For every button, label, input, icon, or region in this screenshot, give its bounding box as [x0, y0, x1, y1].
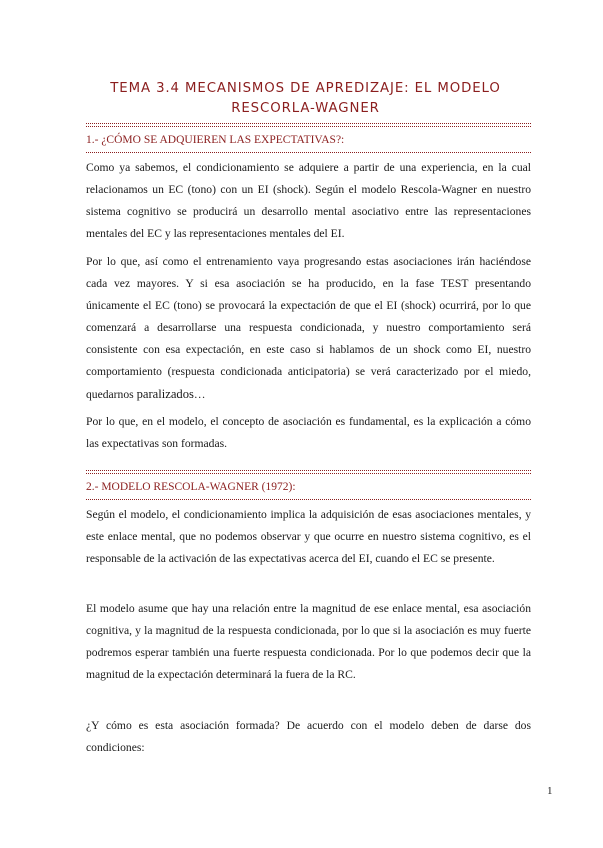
- title-line-2: RESCORLA-WAGNER: [231, 101, 380, 116]
- section-2-heading: [86, 473, 531, 500]
- section-2-paragraph-3: ¿Y cómo es esta asociación formada? De acuerdo con el modelo deben de darse dos condiciones:: [86, 719, 531, 754]
- section-1-paragraph-1: Como ya sabemos, el condicionamiento se adquiere a partir de una experiencia, en la cual relacionamos un EC (tono) con un EI (shock). Según el modelo Rescola-Wagner en nuestro sistema cognitivo se producirá un desarrollo mental asociativo entre las representaciones mentales del EC y las representaciones mentales del EI.: [86, 161, 531, 240]
- title-line-1: TEMA 3.4 MECANISMOS DE APREDIZAJE: EL MODELO: [110, 81, 501, 96]
- section-2-paragraph-1: Según el modelo, el condicionamiento implica la adquisición de esas asociaciones mentales, y este enlace mental, que no podemos observar y que ocurre en nuestro sistema cognitivo, es el responsable de la activación de las expectativas acerca del EI, cuando el EC se presente.: [86, 508, 531, 565]
- p2-highlight: paralizados: [136, 387, 194, 401]
- document-title: [80, 79, 531, 119]
- section-1-heading-text: 1.- ¿CÓMO SE ADQUIEREN LAS EXPECTATIVAS?:: [86, 134, 345, 146]
- section-1-paragraph-2: [86, 251, 531, 406]
- page-number: 1: [547, 785, 553, 797]
- section-1-paragraph-3: Por lo que, en el modelo, el concepto de asociación es fundamental, es la explicación a cómo las expectativas son formadas.: [86, 415, 531, 450]
- section-2-paragraph-2: El modelo asume que hay una relación entre la magnitud de ese enlace mental, esa asociación cognitiva, y la magnitud de la respuesta condicionada, por lo que si la asociación es muy fuerte podremos esperar también una fuerte respuesta condicionada. Por lo que podemos decir que la magnitud de la expectación determinará la fuera de la RC.: [86, 602, 531, 681]
- p2-text: Por lo que, así como el entrenamiento vaya progresando estas asociaciones irán haciéndose cada vez mayores. Y si esa asociación se ha producido, en la fase TEST presentando únicamente el EC (tono) se provocará la expectación de que el EI (shock) ocurrirá, por lo que comenzará a desarrollarse una respuesta condicionada, y nuestro comportamiento será consistente con esa expectación, en este caso si hablamos de un shock como EI, nuestro comportamiento (respuesta condicionada anticipatoria) se verá caracterizado por el miedo, quedarnos: [86, 255, 531, 401]
- section-1-heading: [86, 126, 531, 153]
- p2-ellipsis: …: [193, 388, 206, 401]
- section-2-heading-text: 2.- MODELO RESCOLA-WAGNER (1972):: [86, 481, 296, 493]
